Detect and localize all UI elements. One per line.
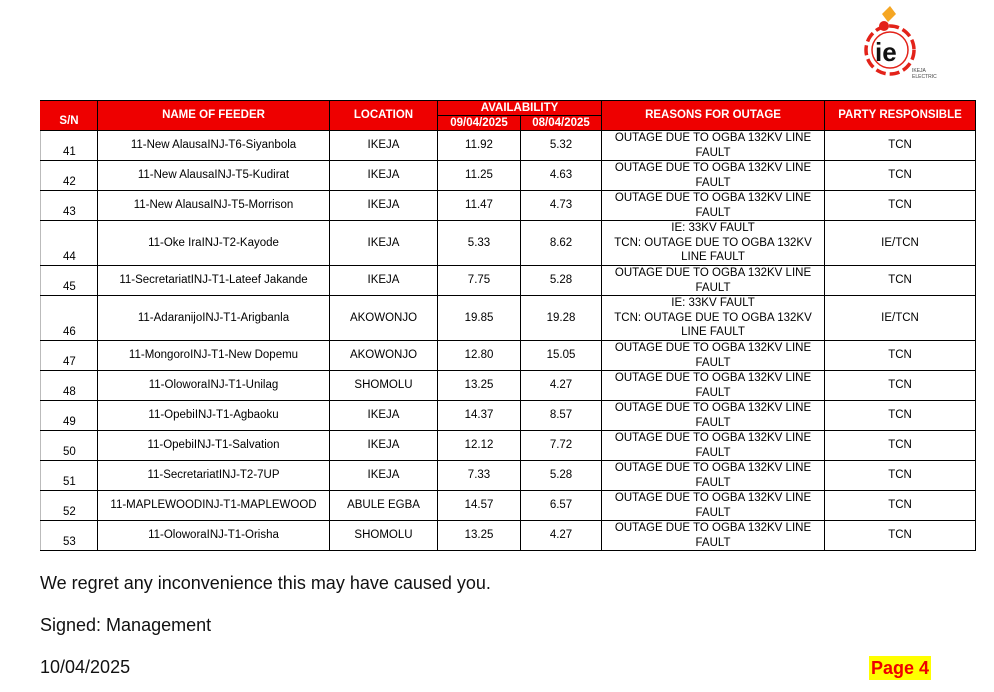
row-party-responsible: TCN xyxy=(825,266,976,296)
row-party-responsible: TCN xyxy=(825,461,976,491)
reason-line: FAULT xyxy=(695,506,731,519)
reason-line: OUTAGE DUE TO OGBA 132KV LINE xyxy=(614,192,812,204)
row-availability-day1: 5.33 xyxy=(438,221,521,266)
header-party: PARTY RESPONSIBLE xyxy=(825,101,976,131)
row-outage-reason xyxy=(602,341,825,371)
row-feeder-name: 11-SecretariatINJ-T2-7UP xyxy=(98,461,330,491)
row-availability-day1: 11.25 xyxy=(438,161,521,191)
row-outage-reason xyxy=(602,371,825,401)
row-outage-reason xyxy=(602,221,825,266)
row-feeder-name: 11-OpebiINJ-T1-Salvation xyxy=(98,431,330,461)
row-availability-day1: 11.92 xyxy=(438,131,521,161)
outage-table xyxy=(40,100,976,551)
row-availability-day2: 5.32 xyxy=(521,131,602,161)
reason-line: IE: 33KV FAULT xyxy=(671,222,755,235)
row-availability-day1: 14.57 xyxy=(438,491,521,521)
row-availability-day1: 14.37 xyxy=(438,401,521,431)
table-row xyxy=(41,161,976,191)
reason-line: LINE FAULT xyxy=(681,326,745,339)
row-location: IKEJA xyxy=(330,401,438,431)
row-party-responsible: TCN xyxy=(825,371,976,401)
row-availability-day1: 11.47 xyxy=(438,191,521,221)
table-row xyxy=(41,431,976,461)
regret-message: We regret any inconvenience this may have caused you. xyxy=(40,573,491,593)
table-row xyxy=(41,131,976,161)
row-availability-day1: 12.80 xyxy=(438,341,521,371)
row-feeder-name: 11-New AlausaINJ-T5-Morrison xyxy=(98,191,330,221)
reason-line: FAULT xyxy=(695,536,731,549)
row-availability-day2: 15.05 xyxy=(521,341,602,371)
row-availability-day2: 7.72 xyxy=(521,431,602,461)
table-row xyxy=(41,341,976,371)
row-party-responsible: TCN xyxy=(825,431,976,461)
row-party-responsible: TCN xyxy=(825,341,976,371)
row-location: IKEJA xyxy=(330,266,438,296)
table-row xyxy=(41,491,976,521)
row-availability-day1: 7.75 xyxy=(438,266,521,296)
reason-line: FAULT xyxy=(695,356,731,369)
row-availability-day2: 5.28 xyxy=(521,461,602,491)
reason-line: OUTAGE DUE TO OGBA 132KV LINE xyxy=(614,402,812,414)
row-sn: 52 xyxy=(41,491,98,521)
row-party-responsible: TCN xyxy=(825,161,976,191)
row-sn: 49 xyxy=(41,401,98,431)
reason-line: LINE FAULT xyxy=(681,251,745,264)
row-sn: 44 xyxy=(41,221,98,266)
table-body xyxy=(41,131,976,551)
table-row xyxy=(41,521,976,551)
reason-line: OUTAGE DUE TO OGBA 132KV LINE xyxy=(614,342,812,354)
row-availability-day2: 4.63 xyxy=(521,161,602,191)
row-availability-day2: 6.57 xyxy=(521,491,602,521)
header-location: LOCATION xyxy=(330,101,438,131)
reason-line: FAULT xyxy=(695,281,731,294)
row-sn: 46 xyxy=(41,296,98,341)
row-feeder-name: 11-MAPLEWOODINJ-T1-MAPLEWOOD xyxy=(98,491,330,521)
row-location: AKOWONJO xyxy=(330,296,438,341)
row-location: IKEJA xyxy=(330,191,438,221)
row-location: ABULE EGBA xyxy=(330,491,438,521)
row-location: SHOMOLU xyxy=(330,371,438,401)
row-outage-reason xyxy=(602,131,825,161)
reason-line: FAULT xyxy=(695,476,731,489)
row-party-responsible: IE/TCN xyxy=(825,221,976,266)
row-outage-reason xyxy=(602,161,825,191)
row-outage-reason xyxy=(602,191,825,221)
row-location: IKEJA xyxy=(330,461,438,491)
reason-line: OUTAGE DUE TO OGBA 132KV LINE xyxy=(614,162,812,174)
row-party-responsible: TCN xyxy=(825,521,976,551)
row-availability-day2: 4.27 xyxy=(521,371,602,401)
reason-line: OUTAGE DUE TO OGBA 132KV LINE xyxy=(614,432,812,444)
row-availability-day2: 19.28 xyxy=(521,296,602,341)
header-reasons: REASONS FOR OUTAGE xyxy=(602,101,825,131)
row-availability-day1: 13.25 xyxy=(438,371,521,401)
row-sn: 41 xyxy=(41,131,98,161)
reason-line: TCN: OUTAGE DUE TO OGBA 132KV xyxy=(614,236,812,249)
row-party-responsible: TCN xyxy=(825,191,976,221)
table-row xyxy=(41,461,976,491)
row-availability-day2: 5.28 xyxy=(521,266,602,296)
row-outage-reason xyxy=(602,296,825,341)
row-availability-day2: 4.73 xyxy=(521,191,602,221)
row-feeder-name: 11-Oke IraINJ-T2-Kayode xyxy=(98,221,330,266)
row-sn: 47 xyxy=(41,341,98,371)
reason-line: OUTAGE DUE TO OGBA 132KV LINE xyxy=(614,372,812,384)
row-outage-reason xyxy=(602,491,825,521)
row-availability-day1: 7.33 xyxy=(438,461,521,491)
row-party-responsible: TCN xyxy=(825,131,976,161)
row-availability-day1: 13.25 xyxy=(438,521,521,551)
ikeja-electric-logo xyxy=(852,6,948,84)
reason-line: OUTAGE DUE TO OGBA 132KV LINE xyxy=(614,462,812,474)
reason-line: TCN: OUTAGE DUE TO OGBA 132KV xyxy=(614,311,812,324)
header-feeder: NAME OF FEEDER xyxy=(98,101,330,131)
row-sn: 45 xyxy=(41,266,98,296)
row-availability-day2: 8.62 xyxy=(521,221,602,266)
row-sn: 42 xyxy=(41,161,98,191)
table-row xyxy=(41,296,976,341)
row-location: SHOMOLU xyxy=(330,521,438,551)
reason-line: FAULT xyxy=(695,146,731,159)
header-sn: S/N xyxy=(41,101,98,131)
svg-text:ELECTRIC: ELECTRIC xyxy=(912,74,937,80)
reason-line: OUTAGE DUE TO OGBA 132KV LINE xyxy=(614,132,812,144)
row-feeder-name: 11-SecretariatINJ-T1-Lateef Jakande xyxy=(98,266,330,296)
row-availability-day2: 8.57 xyxy=(521,401,602,431)
row-availability-day1: 12.12 xyxy=(438,431,521,461)
row-sn: 50 xyxy=(41,431,98,461)
row-sn: 48 xyxy=(41,371,98,401)
row-party-responsible: TCN xyxy=(825,401,976,431)
row-feeder-name: 11-New AlausaINJ-T5-Kudirat xyxy=(98,161,330,191)
row-location: IKEJA xyxy=(330,131,438,161)
row-sn: 53 xyxy=(41,521,98,551)
reason-line: OUTAGE DUE TO OGBA 132KV LINE xyxy=(614,522,812,534)
reason-line: FAULT xyxy=(695,206,731,219)
signature-line: Signed: Management xyxy=(40,615,212,635)
page-number: Page 4 xyxy=(871,658,930,678)
row-feeder-name: 11-OpebiINJ-T1-Agbaoku xyxy=(98,401,330,431)
row-feeder-name: 11-OloworaINJ-T1-Orisha xyxy=(98,521,330,551)
row-location: AKOWONJO xyxy=(330,341,438,371)
row-feeder-name: 11-AdaranijoINJ-T1-Arigbanla xyxy=(98,296,330,341)
svg-text:IKEJA: IKEJA xyxy=(912,68,926,74)
ie-logo-icon xyxy=(852,6,948,84)
row-availability-day2: 4.27 xyxy=(521,521,602,551)
row-location: IKEJA xyxy=(330,161,438,191)
reason-line: FAULT xyxy=(695,386,731,399)
row-feeder-name: 11-MongoroINJ-T1-New Dopemu xyxy=(98,341,330,371)
row-location: IKEJA xyxy=(330,221,438,266)
row-outage-reason xyxy=(602,266,825,296)
table-row xyxy=(41,371,976,401)
table-row xyxy=(41,401,976,431)
svg-text:ie: ie xyxy=(875,37,897,67)
row-outage-reason xyxy=(602,461,825,491)
reason-line: FAULT xyxy=(695,416,731,429)
row-sn: 43 xyxy=(41,191,98,221)
row-sn: 51 xyxy=(41,461,98,491)
reason-line: FAULT xyxy=(695,176,731,189)
reason-line: OUTAGE DUE TO OGBA 132KV LINE xyxy=(614,492,812,504)
table-row xyxy=(41,191,976,221)
row-location: IKEJA xyxy=(330,431,438,461)
reason-line: IE: 33KV FAULT xyxy=(671,297,755,310)
header-availability: AVAILABILITY xyxy=(438,101,602,116)
row-outage-reason xyxy=(602,401,825,431)
row-feeder-name: 11-OloworaINJ-T1-Unilag xyxy=(98,371,330,401)
table-row xyxy=(41,221,976,266)
table-row xyxy=(41,266,976,296)
row-party-responsible: TCN xyxy=(825,491,976,521)
document-date: 10/04/2025 xyxy=(40,657,131,677)
header-date-1: 09/04/2025 xyxy=(438,116,521,131)
row-outage-reason xyxy=(602,431,825,461)
row-outage-reason xyxy=(602,521,825,551)
header-date-2: 08/04/2025 xyxy=(521,116,602,131)
reason-line: OUTAGE DUE TO OGBA 132KV LINE xyxy=(614,267,812,279)
row-availability-day1: 19.85 xyxy=(438,296,521,341)
row-party-responsible: IE/TCN xyxy=(825,296,976,341)
reason-line: FAULT xyxy=(695,446,731,459)
row-feeder-name: 11-New AlausaINJ-T6-Siyanbola xyxy=(98,131,330,161)
